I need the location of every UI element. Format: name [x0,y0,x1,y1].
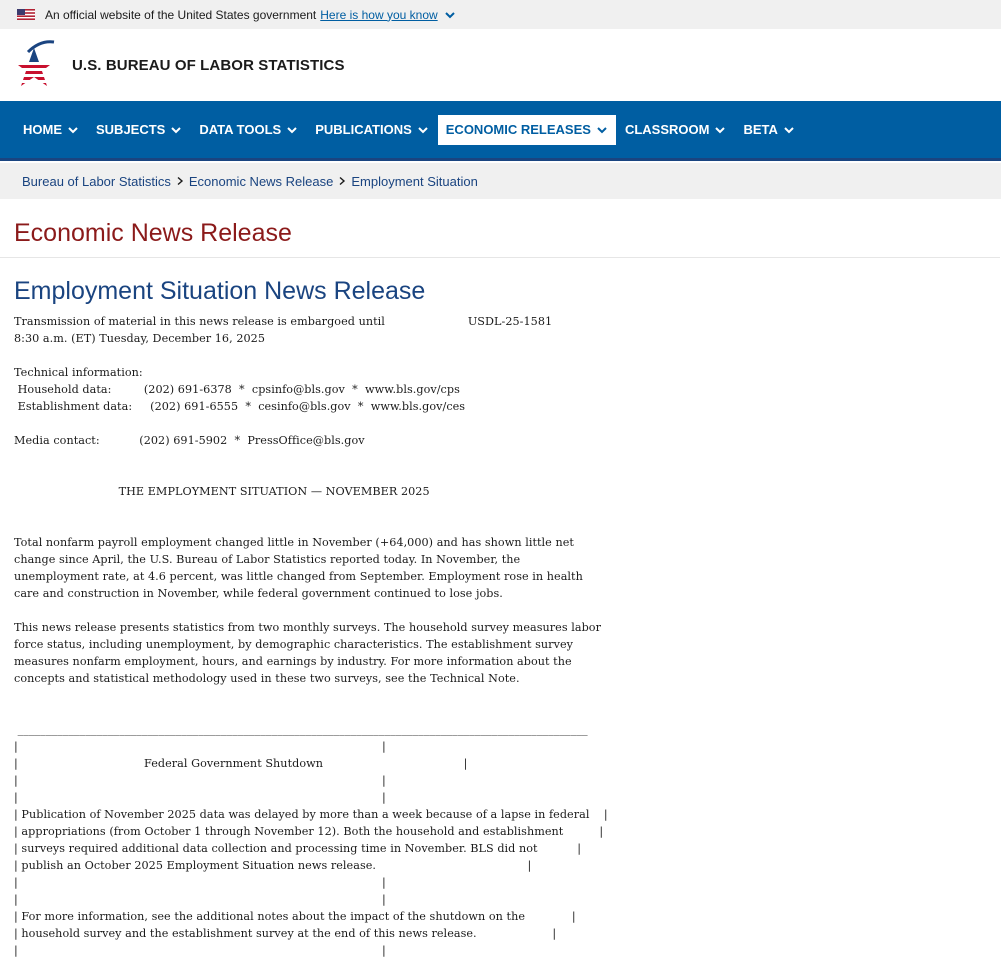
nav-item-data-tools[interactable] [191,115,306,145]
chevron-down-icon [417,124,429,136]
nav-item-label: CLASSROOM [624,122,710,137]
section-title: Economic News Release [0,218,1000,258]
breadcrumb [0,163,1001,199]
site-title[interactable]: U.S. BUREAU OF LABOR STATISTICS [72,56,345,74]
bls-star-logo-icon[interactable] [10,38,58,92]
nav-item-label: BETA [743,122,778,137]
nav-item-economic-releases[interactable] [438,115,616,145]
site-header [0,29,1001,101]
breadcrumb-link-3[interactable]: Employment Situation [351,173,478,189]
main-nav [0,101,1001,161]
nav-item-label: HOME [23,122,62,137]
breadcrumb-link-2[interactable]: Economic News Release [188,173,334,189]
nav-item-home[interactable] [15,115,87,145]
chevron-down-icon [67,124,79,136]
nav-item-beta[interactable] [735,115,802,145]
nav-item-label: PUBLICATIONS [315,122,412,137]
nav-item-label: ECONOMIC RELEASES [445,122,591,137]
chevron-down-icon [170,124,182,136]
nav-item-publications[interactable] [307,115,437,145]
breadcrumb-link-1[interactable]: Bureau of Labor Statistics [22,173,171,189]
us-flag-icon [17,9,35,20]
release-body-text: Transmission of material in this news release is embargoed until USDL-25-1581 8:30 a.m. (ET) Tuesday, December 16, 2025 Technical information: Household data: (202) 691-6378 * cpsinfo@bls.gov * www.bls.gov/cps Establishment data: (202) 691-6555 * cesinfo@bls.gov * www.bls.gov/ces Media contact: (202) 691-5902 * PressOffice@bls.gov THE EMPLOYMENT SITUATION — NOVEMBER 2025 Total nonfarm payroll employment changed little in November (+64,000) and has shown little net change since April, the U.S. Bureau of Labor Statistics reported today. In November, the unemployment rate, at 4.6 percent, was little changed from September. Employment rose in health care and construction in November, while federal government continued to lose jobs. This news release presents statistics from two monthly surveys. The household survey measures labor force status, including unemployment, by demographic characteristics. The establishment survey measures nonfarm employment, hours, and earnings by industry. For more information about the concepts and statistical methodology used in these two surveys, see the Technical Note. _____________________________________________________________________________________________________ | | | Federal Government Shutdown | | | | | | Publication of November 2025 data was delayed by more than a week because of a lapse in federal | | appropriations (from October 1 through November 12). Both the household and establishment | | surveys required additional data collection and processing time in November. BLS did not | | publish an October 2025 Employment Situation news release. | | | | | | For more information, see the additional notes about the impact of the shutdown on the | | household survey and the establishment survey at the end of this news release. | | | [14,315,608,957]
chevron-down-icon[interactable] [444,9,456,21]
nav-item-classroom[interactable] [617,115,735,145]
nav-item-subjects[interactable] [88,115,190,145]
nav-item-label: SUBJECTS [96,122,166,137]
nav-item-label: DATA TOOLS [199,122,282,137]
gov-banner [0,0,1001,29]
chevron-down-icon [286,124,298,136]
gov-banner-text: An official website of the United States government [45,7,317,22]
chevron-right-icon [175,176,185,186]
chevron-down-icon [596,124,608,136]
release-title: Employment Situation News Release [14,277,426,305]
how-you-know-link[interactable]: Here is how you know [320,7,438,22]
chevron-down-icon [783,124,795,136]
chevron-down-icon [714,124,726,136]
chevron-right-icon [337,176,347,186]
